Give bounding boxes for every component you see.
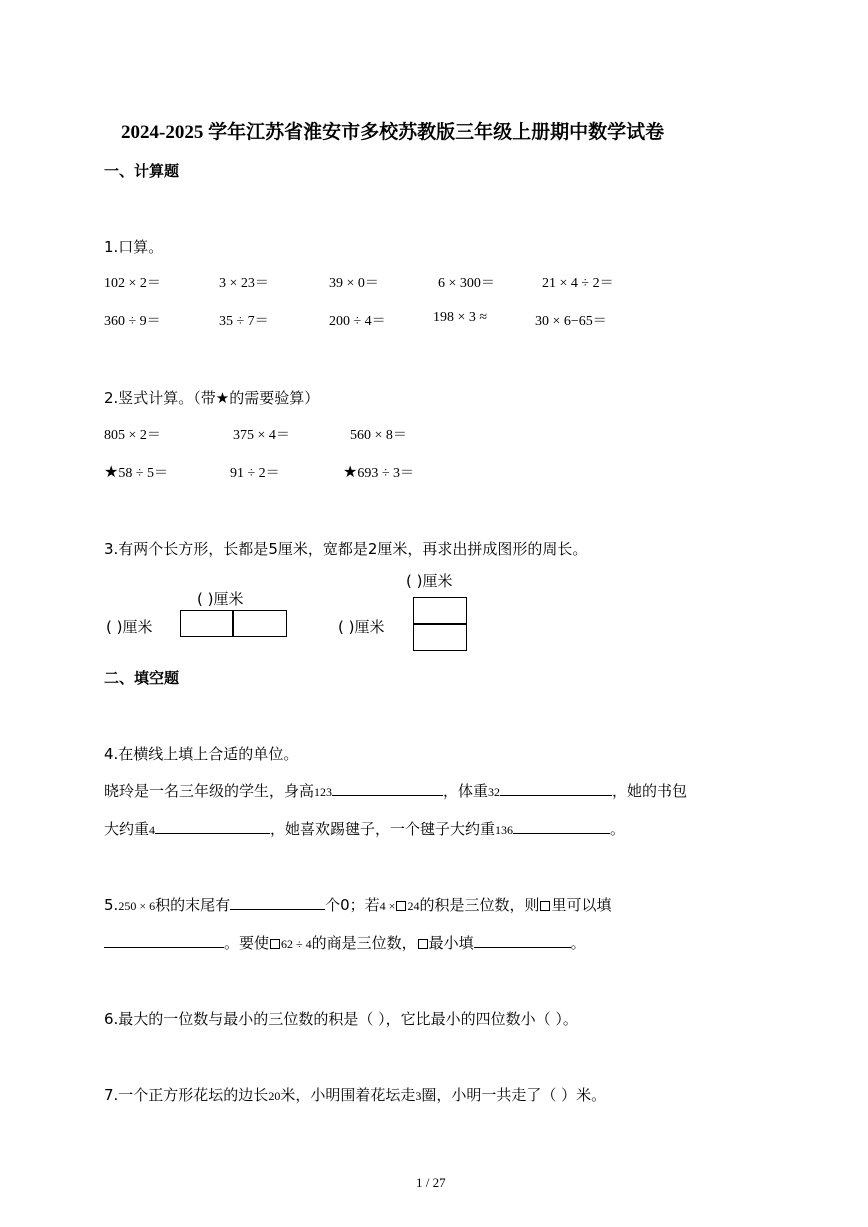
q3-label-top-left: ( )厘米 [197,590,244,608]
answer-blank[interactable] [513,818,610,834]
box-placeholder-icon [540,901,550,911]
answer-blank[interactable] [155,818,270,834]
q1-item: 35 ÷ 7＝ [219,314,269,329]
q1-item: 6 × 300＝ [438,276,495,291]
answer-blank[interactable] [332,780,443,796]
rectangle-shape [413,623,467,651]
answer-blank[interactable] [474,932,571,948]
q1-item: 3 × 23＝ [219,276,269,291]
q1-item: 30 × 6−65＝ [535,314,607,329]
q1-item: 360 ÷ 9＝ [104,314,161,329]
q3-label-left: ( )厘米 [106,618,153,636]
answer-blank[interactable] [500,780,612,796]
q2-item-starred: ★693 ÷ 3＝ [343,464,415,481]
q1-item: 200 ÷ 4＝ [329,314,386,329]
q4-line-2: 大约重4 ，她喜欢踢毽子，一个毽子大约重136 。 [104,820,626,838]
q1-item: 102 × 2＝ [104,276,161,291]
q2-item: 805 × 2＝ [104,428,161,443]
q5-line-1: 5.250 × 6积的末尾有 个0；若4 × 24的积是三位数，则 里可以填 [104,896,612,914]
box-placeholder-icon [396,901,406,911]
q1-item: 21 × 4 ÷ 2＝ [542,276,614,291]
q4-stem: 4.在横线上填上合适的单位。 [104,745,299,763]
q1-stem: 1.口算。 [104,238,164,256]
q2-item: 375 × 4＝ [233,428,290,443]
page-title: 2024-2025 学年江苏省淮安市多校苏教版三年级上册期中数学试卷 [121,122,665,143]
q4-line-1: 晓玲是一名三年级的学生，身高123 ，体重32 ，她的书包 [104,782,688,800]
q1-item: 198 × 3 ≈ [433,310,488,325]
q2-stem: 2.竖式计算。（带★的需要验算） [104,389,320,407]
q5-line-2: 。要使 62 ÷ 4的商是三位数， 最小填 。 [104,932,586,953]
q1-item: 39 × 0＝ [329,276,379,291]
q7-stem: 7.一个正方形花坛的边长20米，小明围着花坛走3圈，小明一共走了（ ）米。 [104,1086,607,1104]
q3-stem: 3.有两个长方形，长都是5厘米，宽都是2厘米，再求出拼成图形的周长。 [104,540,588,558]
q2-item: 91 ÷ 2＝ [230,466,280,481]
rectangle-shape [232,610,287,637]
q3-label-right: ( )厘米 [338,618,385,636]
star-icon: ★ [104,464,119,481]
box-placeholder-icon [270,939,280,949]
box-placeholder-icon [418,939,428,949]
section-heading-calc: 一、计算题 [104,162,180,180]
answer-blank[interactable] [230,894,325,910]
q2-item-starred: ★58 ÷ 5＝ [104,464,169,481]
section-heading-fill: 二、填空题 [104,669,180,687]
page-number: 1 / 27 [416,1175,446,1190]
rectangle-shape [413,597,467,625]
q2-item: 560 × 8＝ [350,428,407,443]
rectangle-shape [180,610,234,637]
star-icon: ★ [343,464,358,481]
q3-label-top-right: ( )厘米 [406,572,453,590]
q6-stem: 6.最大的一位数与最小的三位数的积是（ ），它比最小的四位数小（ ）。 [104,1010,578,1028]
answer-blank[interactable] [104,932,224,948]
